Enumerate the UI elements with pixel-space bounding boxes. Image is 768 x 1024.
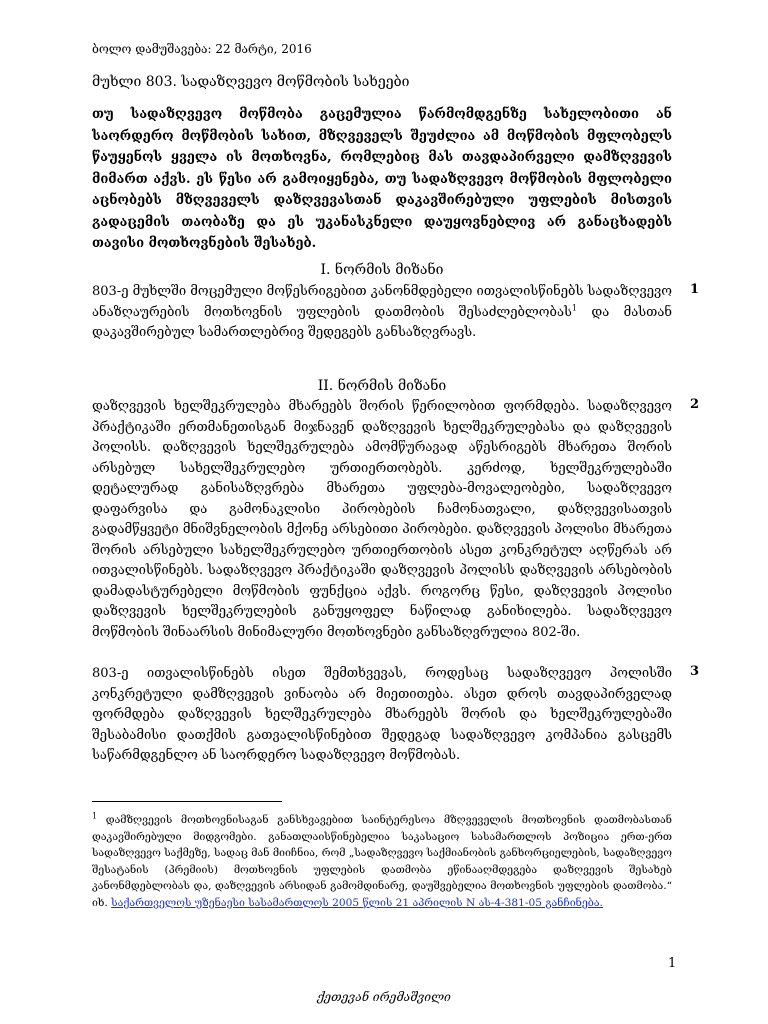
margin-number-3: 3 — [690, 664, 700, 679]
footnote-reference[interactable]: 1 — [571, 303, 577, 313]
footnote-text: დამზღვევის მოთხოვნისაგან განსხვავებით საინტერესოა მზღვეველის მოთხოვნის დათმობასთან დაკავშირებული მიდგომები. განათლაისწინებელია საკასაციო სასამართლოს პოზიცია ერთ-ერთ სადაზღვევო საქმეზე, სადაც მან მიიჩნია, რომ „სადაზღვევო საქმიანობის განხორციელების, სადაზღვევო შესატანის (პრემიის) მოთხოვნის უფლების დათმობა ეწინააღმდეგება დაზღვევის შესახებ კანონმდებლობას და, დაზღვევის არსიდან გამომდინარე, დაუშვებელია მოთხოვნის უფლების დათმობა.“ იხ. — [92, 814, 672, 909]
footnote-divider — [92, 801, 282, 802]
margin-number-1: 1 — [690, 282, 700, 297]
court-decision-link[interactable]: საქართველოს უზენაესი სასამართლოს 2005 წლის 21 აპრილის N ას-4-381-05 განჩინება. — [111, 896, 603, 909]
footnote-marker: 1 — [92, 811, 98, 821]
page-number: 1 — [668, 956, 677, 971]
section-heading-2: II. ნორმის მიზანი — [317, 378, 447, 394]
paragraph-2: დაზღვევის ხელშეკრულება მხარეებს შორის წერილობით ფორმდება. სადაზღვევო პრაქტიკაში ერთმანეთისგან მიჯნავენ დაზღვევის ხელშეკრულებასა და დაზღვევის პოლისს. დაზღვევის ხელშეკრულება ამომწურავად აწესრიგებს მხარეთა შორის არსებულ სახელშეკრულებო ურთიერთობებს. კერძოდ, ხელშეკრულებაში დეტალურად განისაზღვრება მხარეთა უფლება-მოვალეობები, სადაზღვევო დაფარვისა და გამონაკლისი პირობების ჩამონათვალი, დაზღვევისათვის გადამწყვეტი მნიშვნელობის მქონე არსებითი პირობები. დაზღვევის პოლისი მხარეთა შორის არსებული სახელშეკრულებო ურთიერთობის ასეთ კონკრეტულ აღწერას არ ითვალისწინებს. სადაზღვევო პრაქტიკაში დაზღვევის პოლისს დაზღვევის არსებობის დამადასტურებელი მოწმობის ფუნქცია აქვს. როგორც წესი, დაზღვევის პოლისი დაზღვევის ხელშეკრულების განუყოფელ ნაწილად განიხილება. სადაზღვევო მოწმობის შინაარსის მინიმალური მოთხოვნები განსაზღვრულია 802-ში. — [92, 399, 672, 640]
article-summary: თუ სადაზღვევო მოწმობა გაცემულია წარმომდგენზე სახელობითი ან საორდერო მოწმობის სახით, მზღვეველს შეუძლია ამ მოწმობის მფლობელს წაუყენოს ყველა ის მოთხოვნა, რომლებიც მას თავდაპირველი დამზღვევის მიმართ აქვს. ეს წესი არ გამოიყენება, თუ სადაზღვევო მოწმობის მფლობელი აცნობებს მზღვეველს დაზღვევასთან დაკავშირებული უფლების მისთვის გადაცემის თაობაზე და ეს უკანასკნელი დაუყოვნებლივ არ განაცხადებს თავისი მოთხოვნების შესახებ. — [92, 107, 672, 251]
footnote-1 — [92, 812, 672, 911]
article-title: მუხლი 803. სადაზღვევო მოწმობის სახეები — [92, 74, 410, 90]
footer-author: ქეთევან ირემაშვილი — [317, 990, 451, 1004]
paragraph-1-text: 803-ე მუხლში მოცემული მოწესრიგებით კანონმდებელი ითვალისწინებს სადაზღვევო ანაზღაურების მოთხოვნის უფლების დათმობის შესაძლებლობას — [92, 284, 672, 320]
paragraph-3: 803-ე ითვალისწინებს ისეთ შემთხვევას, როდესაც სადაზღვევო პოლისში კონკრეტული დამზღვევის ვინაობა არ მიეთითება. ასეთ დროს თავდაპირველად ფორმდება დაზღვევის ხელშეკრულება მხარეებს შორის და ხელშეკრულებაში შესაბამისი დათქმის გათვალისწინებით შედეგად სადაზღვევო კომპანია გასცემს საწარმდგენლო ან საორდერო სადაზღვევო მოწმობას. — [92, 666, 672, 763]
paragraph-1 — [92, 282, 672, 344]
margin-number-2: 2 — [690, 397, 700, 412]
section-heading-1: I. ნორმის მიზანი — [320, 262, 444, 278]
paragraph-1-text-continued: და მასთან დაკავშირებულ სამართლებრივ შედეგებს განსაზღვრავს. — [92, 304, 672, 340]
last-updated-line: ბოლო დამუშავება: 22 მარტი, 2016 — [92, 42, 312, 56]
